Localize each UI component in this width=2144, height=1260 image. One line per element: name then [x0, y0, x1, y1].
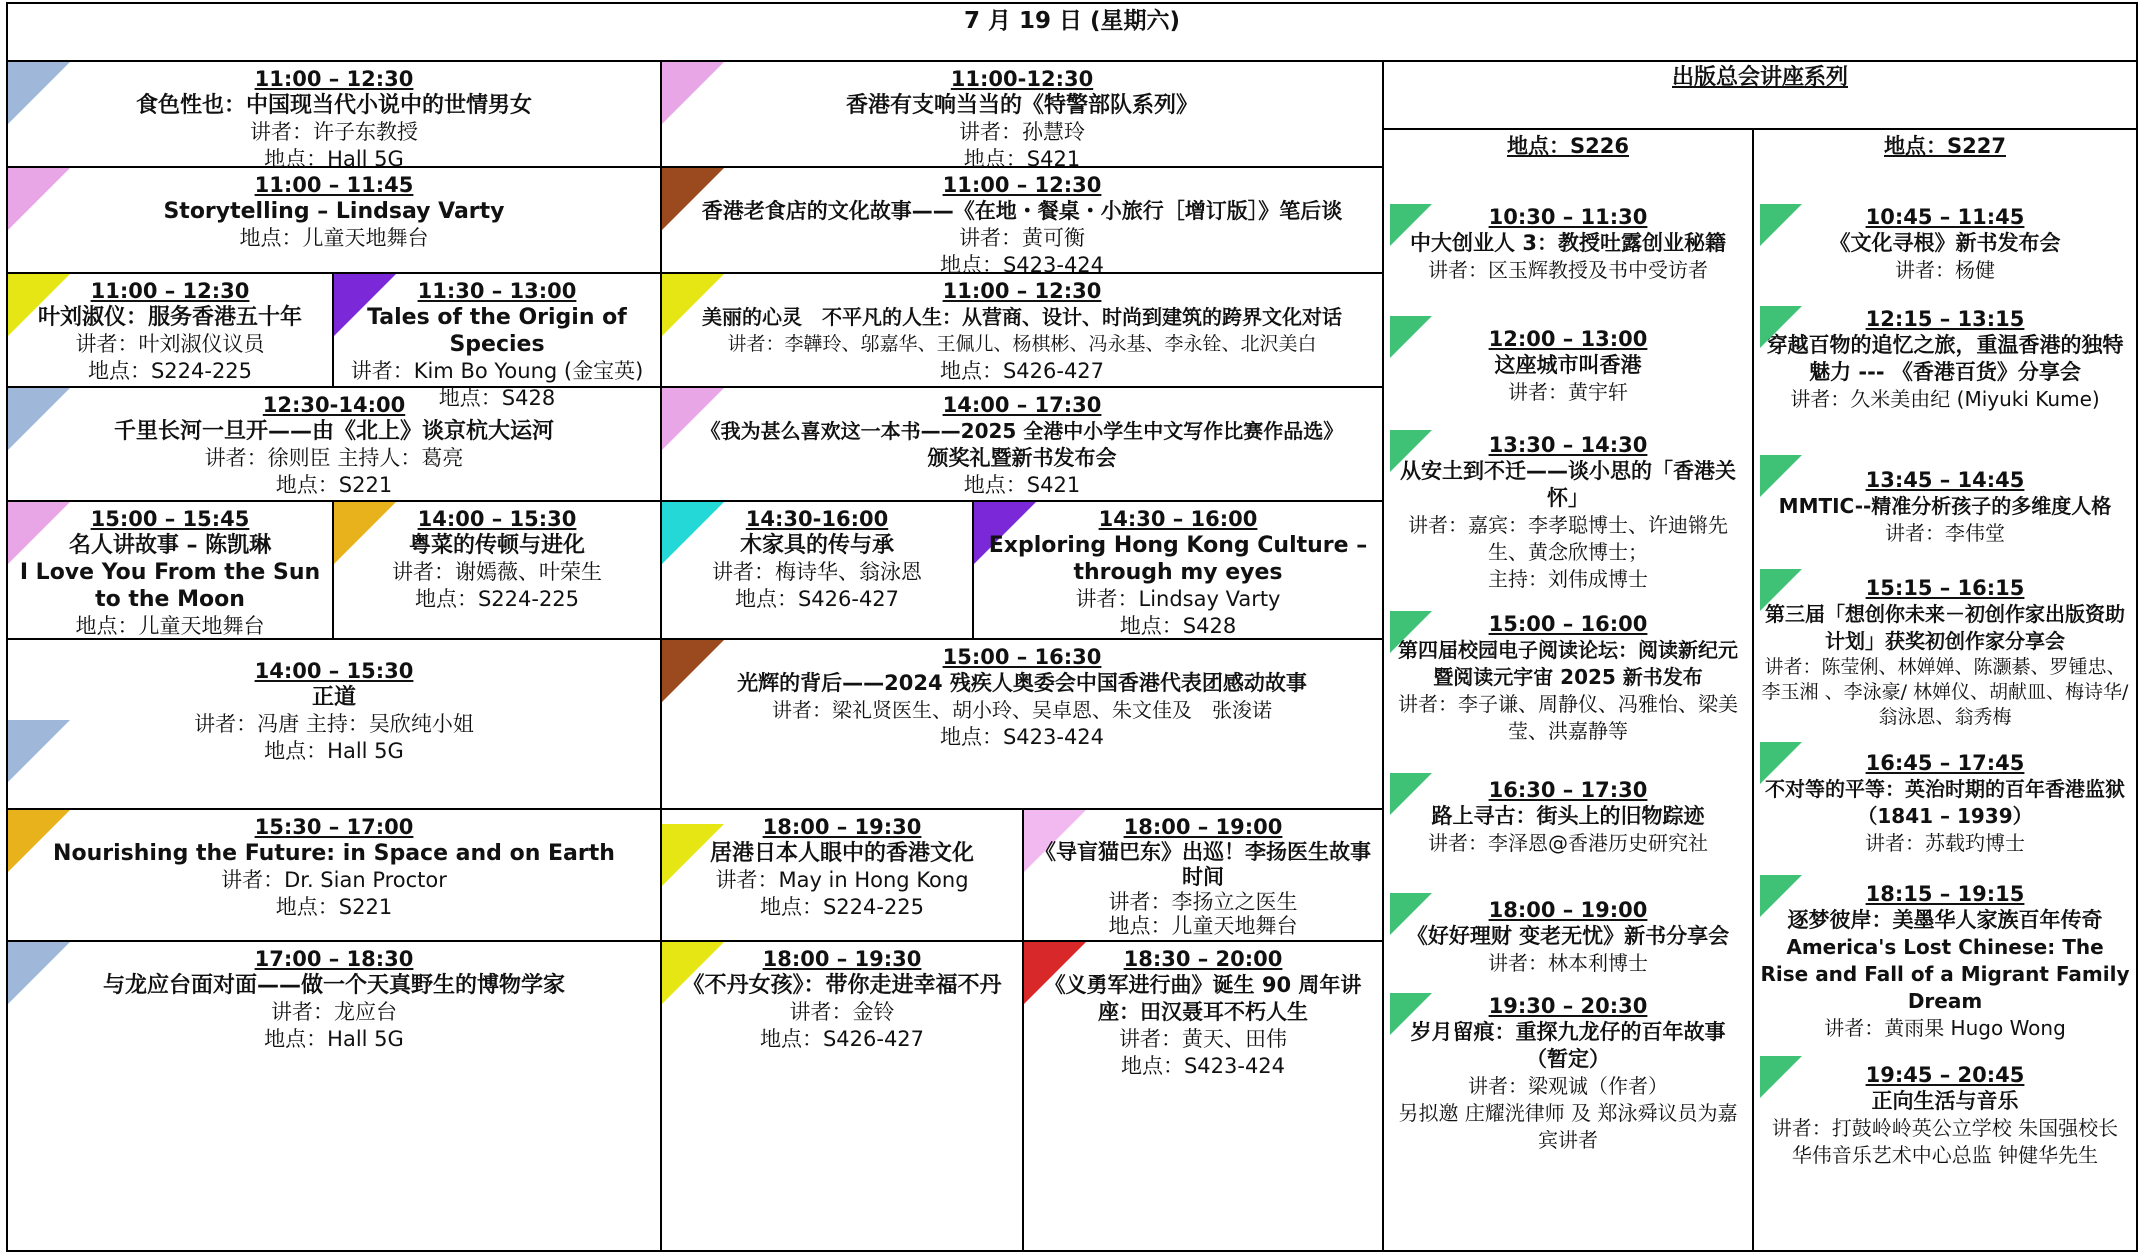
event-title: 叶刘淑仪：服务香港五十年 [37, 305, 302, 330]
series-event [1754, 190, 2136, 284]
event-venue: 地点：儿童天地舞台 [1108, 914, 1298, 938]
event-title: 中大创业人 3：教授吐露创业秘籍 [1410, 231, 1726, 255]
date-header [6, 2, 2138, 62]
event-speaker: 讲者：林本利博士 [1488, 951, 1648, 975]
event-venue: 地点：S428 [1119, 614, 1237, 638]
series-event [1384, 611, 1752, 745]
event-time: 11:00 – 11:45 [254, 173, 414, 197]
event-title: 岁月留痕：重探九龙仔的百年故事（暂定） [1410, 1020, 1726, 1071]
event-title: 这座城市叫香港 [1494, 353, 1642, 377]
s226-heading: 地点：S226 [1507, 134, 1629, 158]
event-venue: 地点：Hall 5G [264, 1027, 404, 1051]
series-column-s226 [1382, 128, 1754, 1252]
green-flag-icon [1760, 455, 1802, 497]
series-event [1754, 750, 2136, 857]
event-speaker: 讲者：梁礼贤医生、胡小玲、吴卓恩、朱文佳及 张浚诺 [772, 698, 1272, 722]
series-column-s227 [1752, 128, 2138, 1252]
event-title: 《我为甚么喜欢这一本书——2025 全港中小学生中文写作比赛作品选》 [700, 419, 1344, 443]
event-title: Storytelling – Lindsay Varty [163, 199, 505, 224]
event-cell [6, 272, 334, 388]
event-title: 美丽的心灵 不平凡的人生：从营商、设计、时尚到建筑的跨界文化对话 [702, 305, 1342, 329]
event-title: 《不丹女孩》：带你走进幸福不丹 [682, 973, 1002, 998]
event-title: MMTIC--精准分析孩子的多维度人格 [1778, 494, 2112, 518]
event-cell [6, 940, 662, 1252]
event-time: 11:00 – 12:30 [942, 279, 1102, 303]
event-cell [6, 638, 662, 810]
event-speaker: 讲者：许子东教授 [250, 120, 418, 144]
event-time: 15:00 – 16:30 [942, 645, 1102, 669]
event-venue: 地点：S423-424 [939, 725, 1105, 749]
event-title: 第四届校园电子阅读论坛：阅读新纪元暨阅读元宇宙 2025 新书发布 [1398, 638, 1738, 689]
event-time: 14:00 – 17:30 [942, 393, 1102, 417]
green-flag-icon [1390, 611, 1432, 653]
series-event [1754, 575, 2136, 730]
event-venue: 地点：S221 [275, 473, 393, 497]
event-time: 14:30-16:00 [745, 507, 889, 531]
event-time: 15:00 – 15:45 [90, 507, 250, 531]
event-cell [660, 638, 1384, 810]
event-speaker: 讲者：孙慧玲 [959, 120, 1085, 144]
event-cell [6, 808, 662, 942]
event-cell [972, 500, 1384, 640]
series-event [1384, 430, 1752, 593]
series-event [1384, 190, 1752, 284]
series-event [1384, 893, 1752, 977]
event-speaker: 讲者：黄天、田伟 [1119, 1027, 1287, 1051]
event-speaker: 讲者：徐则臣 主持人：葛亮 [204, 446, 464, 470]
event-title: 正道 [311, 685, 356, 710]
green-flag-icon [1390, 204, 1432, 246]
event-speaker: 讲者：Lindsay Varty [1075, 587, 1281, 611]
event-title: Nourishing the Future: in Space and on Earth [53, 841, 615, 866]
event-cell [660, 940, 1024, 1252]
event-venue: 地点：S426-427 [939, 359, 1105, 383]
event-speaker: 讲者：李子谦、周静仪、冯雅怡、梁美莹、洪嘉静等 [1398, 692, 1738, 743]
event-speaker: 讲者：Dr. Sian Proctor [221, 868, 447, 892]
event-time: 13:45 – 14:45 [1865, 468, 2025, 492]
event-cell [6, 60, 662, 171]
event-cell [660, 386, 1384, 502]
event-time: 16:45 – 17:45 [1865, 751, 2025, 775]
event-speaker: 讲者：李泽恩@香港历史研究社 [1428, 831, 1708, 855]
date-title: 7 月 19 日 (星期六) [963, 8, 1181, 34]
event-speaker: 讲者：苏载玓博士 [1865, 831, 2025, 855]
green-flag-icon [1390, 773, 1432, 815]
event-speaker: 讲者：冯唐 主持：吴欣纯小姐 [194, 712, 474, 736]
event-title: 《义勇军进行曲》诞生 90 周年讲座：田汉聂耳不朽人生 [1044, 973, 1362, 1024]
event-venue: 地点：S224-225 [87, 359, 253, 383]
event-title: 香港老食店的文化故事——《在地・餐桌・小旅行［增订版］》笔后谈 [701, 199, 1343, 223]
event-time: 14:30 – 16:00 [1098, 507, 1258, 531]
event-time: 16:30 – 17:30 [1488, 778, 1648, 802]
event-venue: 地点：S423-424 [939, 253, 1105, 277]
series-event [1384, 773, 1752, 857]
event-time: 14:00 – 15:30 [417, 507, 577, 531]
event-speaker: 讲者：李伟堂 [1885, 521, 2005, 545]
event-speaker: 讲者：陈莹俐、林婵婵、陈灏綦、罗锺忠、李玉湘 、李泳豪/ 林婵仪、胡献皿、梅诗华/ 翁泳恩、翁秀梅 [1761, 656, 2129, 728]
event-title: 正向生活与音乐 [1871, 1089, 2019, 1113]
event-time: 10:45 – 11:45 [1865, 205, 2025, 229]
event-cell [332, 500, 662, 640]
event-venue: 地点：S224-225 [759, 895, 925, 919]
event-title: 食色性也：中国现当代小说中的世情男女 [135, 93, 532, 118]
s227-heading: 地点：S227 [1884, 134, 2006, 158]
event-venue: 地点：儿童天地舞台 [239, 226, 429, 250]
event-title: 第三届「想创你未来－初创作家出版资助计划」获奖初创作家分享会 [1765, 602, 2125, 653]
event-time: 12:30-14:00 [262, 393, 406, 417]
green-flag-icon [1760, 204, 1802, 246]
event-time: 19:45 – 20:45 [1865, 1063, 2025, 1087]
event-title: 香港有支响当当的《特警部队系列》 [845, 93, 1198, 118]
event-time: 11:00-12:30 [950, 67, 1094, 91]
event-speaker: 讲者：龙应台 [271, 1000, 397, 1024]
green-flag-icon [1390, 993, 1432, 1035]
event-host: 主持：刘伟成博士 [1488, 567, 1648, 591]
event-title: 木家具的传与承 [739, 533, 894, 558]
green-flag-icon [1760, 1056, 1802, 1098]
series-event [1754, 1062, 2136, 1169]
event-speaker: 讲者：黄可衡 [959, 226, 1085, 250]
series-header [1382, 60, 2138, 130]
event-title: 居港日本人眼中的香港文化 [709, 841, 974, 866]
event-cell [660, 60, 1384, 171]
event-title: Exploring Hong Kong Culture – through my eyes [988, 533, 1368, 585]
event-title: 不对等的平等：英治时期的百年香港监狱（1841 – 1939） [1765, 777, 2125, 828]
series-event [1754, 881, 2136, 1042]
event-speaker: 讲者：区玉辉教授及书中受访者 [1428, 258, 1708, 282]
event-time: 11:30 – 13:00 [417, 279, 577, 303]
event-speaker: 讲者：黄雨果 Hugo Wong [1824, 1016, 2066, 1040]
event-title: 穿越百物的追忆之旅，重温香港的独特魅力 --- 《香港百货》分享会 [1766, 333, 2124, 384]
green-flag-icon [1390, 893, 1432, 935]
event-venue: 地点：S426-427 [734, 587, 900, 611]
event-cell [660, 272, 1384, 388]
event-time: 18:00 – 19:30 [762, 815, 922, 839]
event-time: 15:15 – 16:15 [1865, 576, 2025, 600]
event-subtitle: I Love You From the Sun to the Moon [19, 560, 321, 612]
event-cell [660, 166, 1384, 277]
event-speaker: 讲者：久米美由纪 (Miyuki Kume) [1790, 387, 2100, 411]
event-title: 千里长河一旦开——由《北上》谈京杭大运河 [113, 419, 554, 444]
event-speaker: 讲者：梁观诚（作者） [1468, 1074, 1668, 1098]
series-event [1384, 993, 1752, 1154]
event-speaker: 讲者：金铃 [789, 1000, 895, 1024]
event-time: 14:00 – 15:30 [254, 659, 414, 683]
event-title: 从安土到不迁——谈小思的「香港关怀」 [1400, 459, 1736, 510]
event-title: 《导盲猫巴东》出巡！李扬医生故事时间 [1035, 840, 1371, 889]
event-time: 11:00 – 12:30 [90, 279, 250, 303]
event-time: 18:00 – 19:00 [1123, 815, 1283, 839]
event-time: 18:15 – 19:15 [1865, 882, 2025, 906]
event-time: 18:00 – 19:00 [1488, 898, 1648, 922]
event-cell [6, 500, 334, 640]
green-flag-icon [1760, 875, 1802, 917]
event-time: 13:30 – 14:30 [1488, 433, 1648, 457]
event-venue: 地点：Hall 5G [264, 739, 404, 763]
event-cell [6, 166, 662, 274]
event-venue: 地点：S426-427 [759, 1027, 925, 1051]
green-flag-icon [1760, 569, 1802, 611]
event-title: 与龙应台面对面——做一个天真野生的博物学家 [102, 973, 565, 998]
event-venue: 地点：儿童天地舞台 [75, 614, 265, 638]
event-speaker-2: 华伟音乐艺术中心总监 钟健华先生 [1791, 1143, 2099, 1167]
event-speaker: 讲者：打鼓岭岭英公立学校 朱国强校长 [1771, 1116, 2119, 1140]
event-cell [1022, 940, 1384, 1252]
event-title: 路上寻古：街头上的旧物踪迹 [1431, 804, 1705, 828]
event-speaker: 讲者：李扬立之医生 [1108, 890, 1298, 914]
green-flag-icon [1390, 430, 1432, 472]
event-title: 名人讲故事 – 陈凯琳 [68, 533, 272, 558]
event-time: 12:00 – 13:00 [1488, 327, 1648, 351]
event-time: 10:30 – 11:30 [1488, 205, 1648, 229]
event-time: 17:00 – 18:30 [254, 947, 414, 971]
event-speaker: 讲者：谢嫣薇、叶荣生 [392, 560, 602, 584]
event-time: 18:30 – 20:00 [1123, 947, 1283, 971]
event-title: 粤菜的传顿与进化 [408, 533, 585, 558]
series-title: 出版总会讲座系列 [1671, 65, 1848, 90]
event-title: Tales of the Origin of Species [367, 305, 627, 357]
series-event [1384, 316, 1752, 406]
event-title: 光辉的背后——2024 残疾人奥委会中国香港代表团感动故事 [737, 671, 1307, 695]
series-event [1754, 463, 2136, 547]
event-time: 19:30 – 20:30 [1488, 994, 1648, 1018]
green-flag-icon [1390, 316, 1432, 358]
event-title: 《文化寻根》新书发布会 [1829, 231, 2061, 255]
event-venue: 地点：S221 [275, 895, 393, 919]
event-title: 《好好理财 变老无忧》新书分享会 [1406, 924, 1730, 948]
event-venue: 地点：S421 [963, 473, 1081, 497]
event-venue: 地点：S224-225 [414, 587, 580, 611]
event-venue: 地点：S421 [963, 147, 1081, 171]
event-time: 12:15 – 13:15 [1865, 307, 2025, 331]
event-time: 18:00 – 19:30 [762, 947, 922, 971]
event-speaker: 讲者：梅诗华、翁泳恩 [712, 560, 922, 584]
green-flag-icon [1760, 742, 1802, 784]
green-flag-icon [1760, 306, 1802, 348]
event-title: 逐梦彼岸：美墨华人家族百年传奇 [1787, 908, 2103, 932]
event-time: 15:00 – 16:00 [1488, 612, 1648, 636]
event-subtitle: America's Lost Chinese: The Rise and Fall of a Migrant Family Dream [1760, 935, 2130, 1013]
event-cell [1022, 808, 1384, 942]
series-event [1754, 306, 2136, 413]
event-speaker: 讲者：叶刘淑仪议员 [75, 332, 265, 356]
event-subtitle: 颁奖礼暨新书发布会 [927, 446, 1117, 470]
event-venue: 地点：S423-424 [1120, 1054, 1286, 1078]
event-speaker: 讲者：黄宇轩 [1508, 380, 1628, 404]
event-guest-note: 另拟邀 庄耀洸律师 及 郑泳舜议员为嘉宾讲者 [1398, 1101, 1738, 1152]
event-speaker: 讲者：May in Hong Kong [715, 868, 969, 892]
event-venue: 地点：S428 [438, 386, 556, 410]
event-speaker: 讲者：嘉宾：李孝聪博士、许迪锵先生、黄念欣博士； [1408, 513, 1728, 564]
event-time: 11:00 – 12:30 [942, 173, 1102, 197]
event-cell [332, 272, 662, 410]
event-speaker: 讲者：李韡玲、邬嘉华、王佩儿、杨棋彬、冯永基、李永铨、北沢美白 [727, 333, 1317, 355]
event-cell [660, 500, 974, 640]
event-time: 11:00 – 12:30 [254, 67, 414, 91]
event-speaker: 讲者：Kim Bo Young (金宝英) [350, 359, 644, 383]
event-time: 15:30 – 17:00 [254, 815, 414, 839]
event-venue: 地点：Hall 5G [264, 147, 404, 171]
event-speaker: 讲者：杨健 [1895, 258, 1995, 282]
event-cell [6, 386, 662, 502]
event-cell [660, 808, 1024, 942]
